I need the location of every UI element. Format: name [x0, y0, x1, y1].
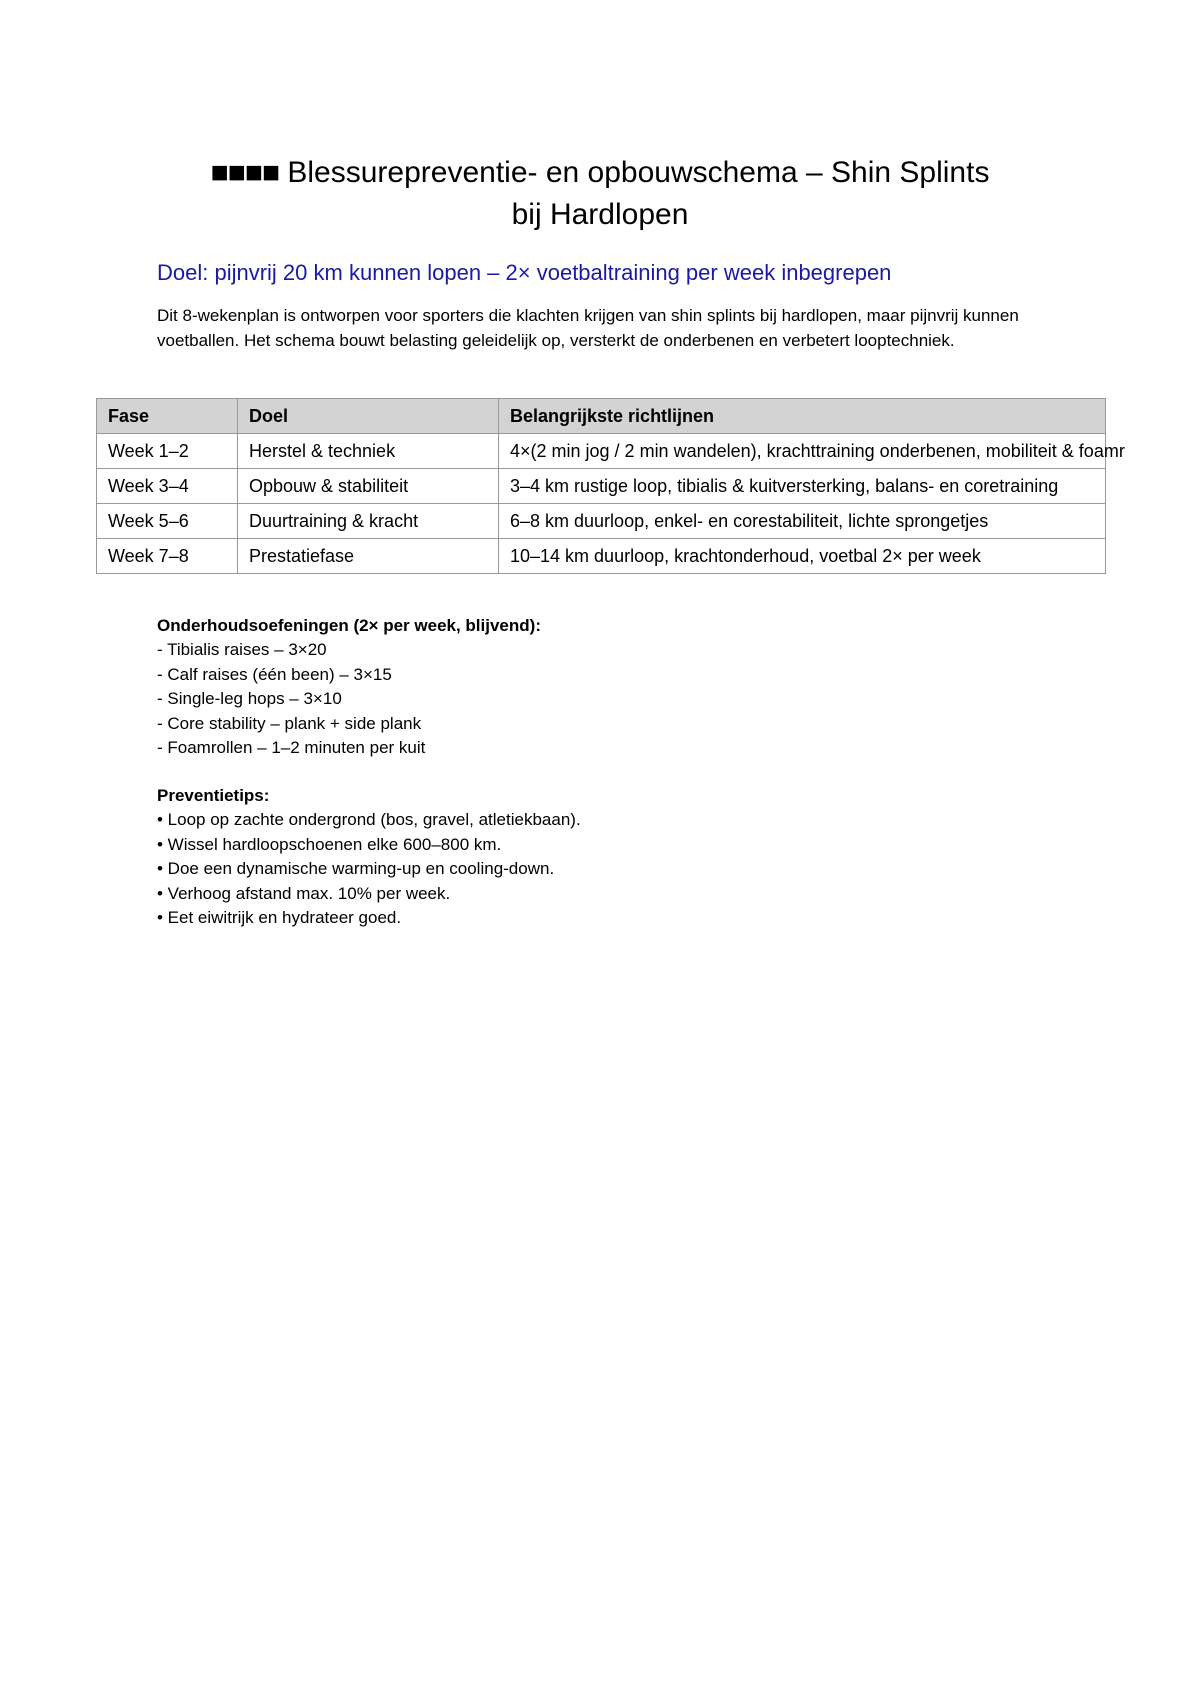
- list-item: - Single-leg hops – 3×10: [157, 689, 342, 709]
- cell-richtlijnen: 4×(2 min jog / 2 min wandelen), krachttraining onderbenen, mobiliteit & foamr: [499, 434, 1106, 469]
- header-doel: Doel: [238, 399, 499, 434]
- cell-fase: Week 5–6: [97, 504, 238, 539]
- preventie-heading: Preventietips:: [157, 786, 270, 805]
- list-item: • Doe een dynamische warming-up en cooling-down.: [157, 859, 555, 879]
- title-squares-icon: ■■■■: [210, 156, 280, 189]
- cell-richtlijnen: 3–4 km rustige loop, tibialis & kuitversterking, balans- en coretraining: [499, 469, 1106, 504]
- cell-fase: Week 1–2: [97, 434, 238, 469]
- onderhoud-section: [157, 614, 541, 760]
- cell-richtlijnen: 6–8 km duurloop, enkel- en corestabiliteit, lichte sprongetjes: [499, 504, 1106, 539]
- list-item: - Foamrollen – 1–2 minuten per kuit: [157, 738, 426, 758]
- list-item: • Eet eiwitrijk en hydrateer goed.: [157, 908, 402, 928]
- table-row: [97, 434, 1106, 469]
- header-richtlijnen: Belangrijkste richtlijnen: [499, 399, 1106, 434]
- intro-paragraph: Dit 8-wekenplan is ontworpen voor sporters die klachten krijgen van shin splints bij hardlopen, maar pijnvrij kunnen voetballen. Het schema bouwt belasting geleidelijk op, versterkt de onderbenen en verbetert looptechniek.: [157, 306, 1019, 350]
- onderhoud-heading: Onderhoudsoefeningen (2× per week, blijvend):: [157, 616, 541, 635]
- onderhoud-list: [157, 638, 541, 760]
- table-row: [97, 539, 1106, 574]
- list-item: - Calf raises (één been) – 3×15: [157, 664, 392, 684]
- title-line-2: bij Hardlopen: [511, 198, 689, 231]
- preventie-section: [157, 784, 581, 930]
- page-title: [150, 152, 1050, 236]
- list-item: • Verhoog afstand max. 10% per week.: [157, 883, 451, 903]
- cell-doel: Herstel & techniek: [238, 434, 499, 469]
- table-row: [97, 504, 1106, 539]
- preventie-list: [157, 808, 581, 930]
- cell-doel: Opbouw & stabiliteit: [238, 469, 499, 504]
- cell-doel: Prestatiefase: [238, 539, 499, 574]
- table-header-row: [97, 399, 1106, 434]
- cell-fase: Week 3–4: [97, 469, 238, 504]
- cell-fase: Week 7–8: [97, 539, 238, 574]
- training-plan-table: [96, 398, 1125, 574]
- cell-doel: Duurtraining & kracht: [238, 504, 499, 539]
- table-row: [97, 469, 1106, 504]
- list-item: • Loop op zachte ondergrond (bos, gravel, atletiekbaan).: [157, 810, 581, 830]
- title-line-1: Blessurepreventie- en opbouwschema – Shin Splints: [287, 156, 990, 189]
- list-item: - Core stability – plank + side plank: [157, 713, 422, 733]
- subtitle: Doel: pijnvrij 20 km kunnen lopen – 2× voetbaltraining per week inbegrepen: [157, 260, 892, 285]
- list-item: - Tibialis raises – 3×20: [157, 640, 327, 660]
- cell-richtlijnen: 10–14 km duurloop, krachtonderhoud, voetbal 2× per week: [499, 539, 1106, 574]
- header-fase: Fase: [97, 399, 238, 434]
- list-item: • Wissel hardloopschoenen elke 600–800 km.: [157, 834, 502, 854]
